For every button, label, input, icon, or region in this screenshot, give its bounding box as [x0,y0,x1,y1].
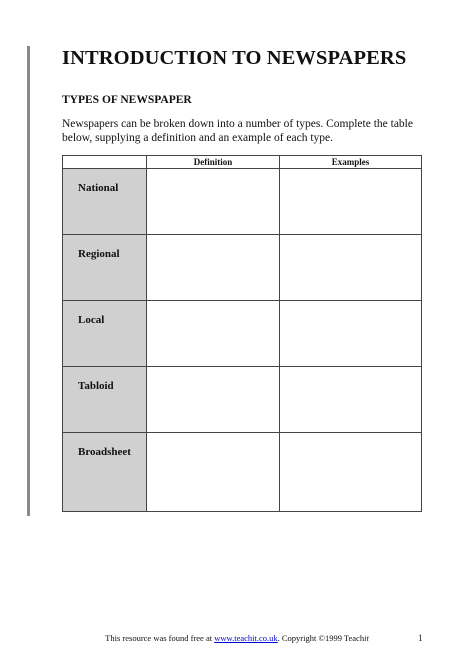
teachit-link[interactable]: www.teachit.co.uk [214,633,278,643]
table-row-local [63,301,422,367]
type-cell [63,433,147,512]
footer-credit [0,633,474,643]
header-definition: Definition [147,156,280,169]
footer-brand-tail: it [364,633,369,643]
header-type [63,156,147,169]
type-cell [63,235,147,301]
page-number: 1 [418,633,423,643]
definition-cell[interactable] [147,433,280,512]
examples-cell[interactable] [280,433,422,512]
table-header-row [63,156,422,169]
table-row-tabloid [63,367,422,433]
intro-line-2: below, supplying a definition and an example of each type. [62,131,334,144]
definition-cell[interactable] [147,301,280,367]
intro-paragraph [62,118,422,145]
header-examples: Examples [280,156,422,169]
footer-suffix: . Copyright ©1999 Teach [277,633,365,643]
definition-cell[interactable] [147,169,280,235]
examples-cell[interactable] [280,235,422,301]
margin-bar [27,46,30,516]
type-cell [63,367,147,433]
newspaper-types-table [62,155,422,512]
intro-line-1: Newspapers can be broken down into a number of types. Complete the table [62,118,413,130]
type-cell [63,301,147,367]
type-cell [63,169,147,235]
page-title: INTRODUCTION TO NEWSPAPERS [62,47,407,69]
table-row-regional [63,235,422,301]
examples-cell[interactable] [280,169,422,235]
section-heading: TYPES OF NEWSPAPER [62,94,192,106]
examples-cell[interactable] [280,301,422,367]
type-label: Local [78,314,105,326]
type-label: Tabloid [78,380,114,392]
table-row-national [63,169,422,235]
footer-prefix: This resource was found free at [105,633,215,643]
type-label: National [78,182,119,194]
examples-cell[interactable] [280,367,422,433]
type-label: Regional [78,248,120,260]
definition-cell[interactable] [147,367,280,433]
definition-cell[interactable] [147,235,280,301]
table-row-broadsheet [63,433,422,512]
type-label: Broadsheet [78,446,131,458]
